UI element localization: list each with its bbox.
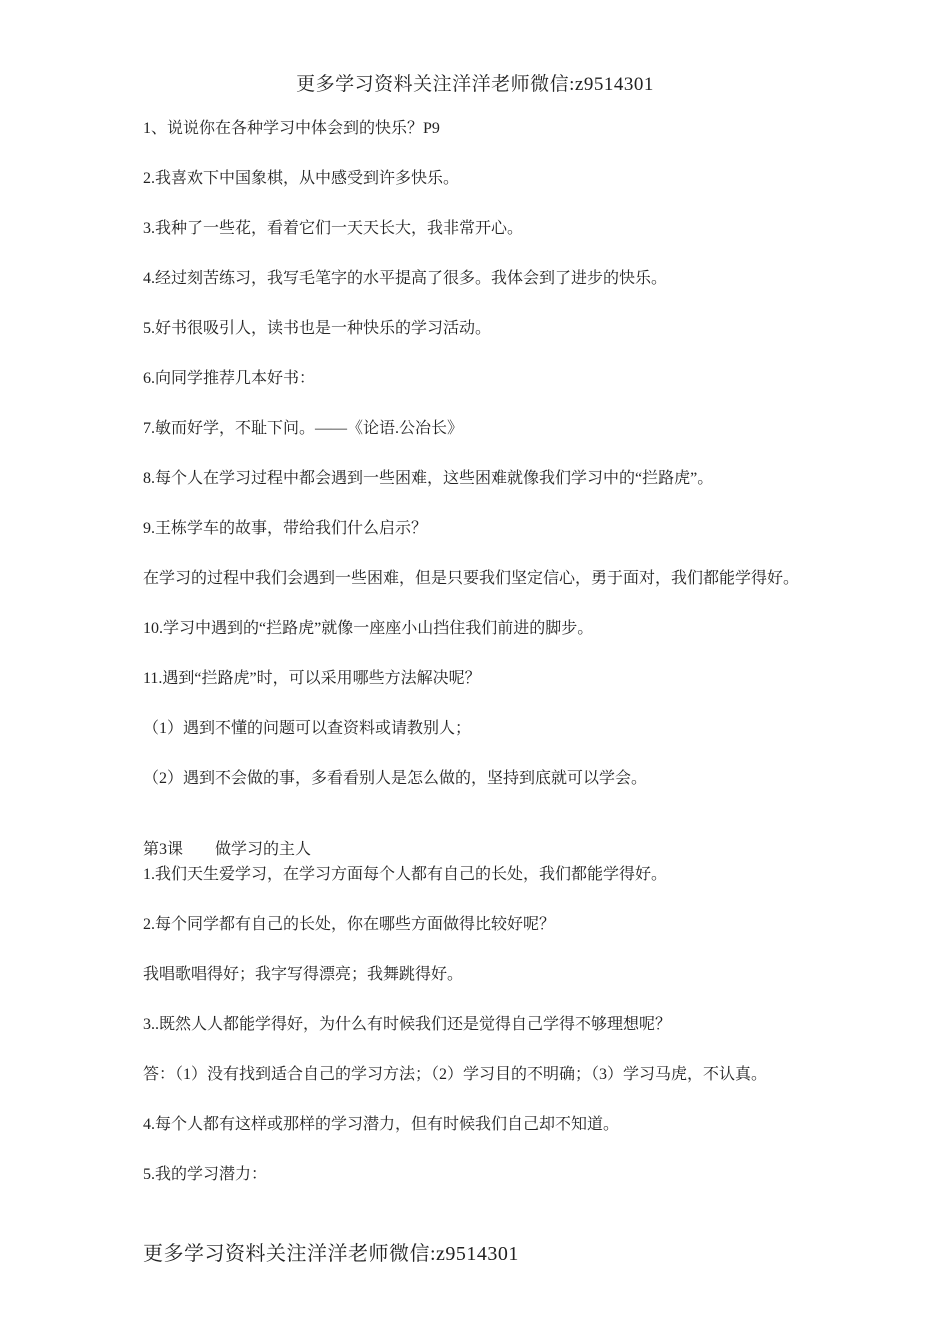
paragraph: 10.学习中遇到的“拦路虎”就像一座座小山挡住我们前进的脚步。 <box>143 620 594 637</box>
paragraph: 9.王栋学车的故事，带给我们什么启示？ <box>143 520 428 537</box>
paragraph: 7.敏而好学，不耻下问。——《论语.公冶长》 <box>143 420 464 437</box>
paragraph: 答：（1）没有找到适合自己的学习方法；（2）学习目的不明确；（3）学习马虎，不认真。 <box>143 1066 768 1083</box>
paragraph: 1、说说你在各种学习中体会到的快乐？P9 <box>143 120 440 137</box>
paragraph: 4.经过刻苦练习，我写毛笔字的水平提高了很多。我体会到了进步的快乐。 <box>143 270 668 287</box>
paragraph: （2）遇到不会做的事，多看看别人是怎么做的，坚持到底就可以学会。 <box>143 770 648 787</box>
header-note: 更多学习资料关注洋洋老师微信:z9514301 <box>296 74 654 95</box>
paragraph: 5.我的学习潜力： <box>143 1166 268 1183</box>
paragraph: 3..既然人人都能学得好，为什么有时候我们还是觉得自己学得不够理想呢？ <box>143 1016 672 1033</box>
paragraph: 6.向同学推荐几本好书： <box>143 370 316 387</box>
paragraph: 11.遇到“拦路虎”时，可以采用哪些方法解决呢？ <box>143 670 481 687</box>
document-body <box>143 119 903 1215</box>
footer-note: 更多学习资料关注洋洋老师微信:z9514301 <box>143 1243 519 1265</box>
paragraph: 2.每个同学都有自己的长处，你在哪些方面做得比较好呢？ <box>143 916 556 933</box>
paragraph: 3.我种了一些花，看着它们一天天长大，我非常开心。 <box>143 220 524 237</box>
paragraph: （1）遇到不懂的问题可以查资料或请教别人； <box>143 720 472 737</box>
paragraph: 8.每个人在学习过程中都会遇到一些困难，这些困难就像我们学习中的“拦路虎”。 <box>143 470 714 487</box>
paragraph: 5.好书很吸引人，读书也是一种快乐的学习活动。 <box>143 320 492 337</box>
paragraph: 在学习的过程中我们会遇到一些困难，但是只要我们坚定信心，勇于面对，我们都能学得好。 <box>143 570 800 587</box>
paragraph: 2.我喜欢下中国象棋，从中感受到许多快乐。 <box>143 170 460 187</box>
paragraph: 4.每个人都有这样或那样的学习潜力，但有时候我们自己却不知道。 <box>143 1116 620 1133</box>
section-heading: 第3课 做学习的主人 <box>143 841 312 858</box>
paragraph: 我唱歌唱得好；我字写得漂亮；我舞跳得好。 <box>143 966 464 983</box>
paragraph: 1.我们天生爱学习，在学习方面每个人都有自己的长处，我们都能学得好。 <box>143 866 668 883</box>
